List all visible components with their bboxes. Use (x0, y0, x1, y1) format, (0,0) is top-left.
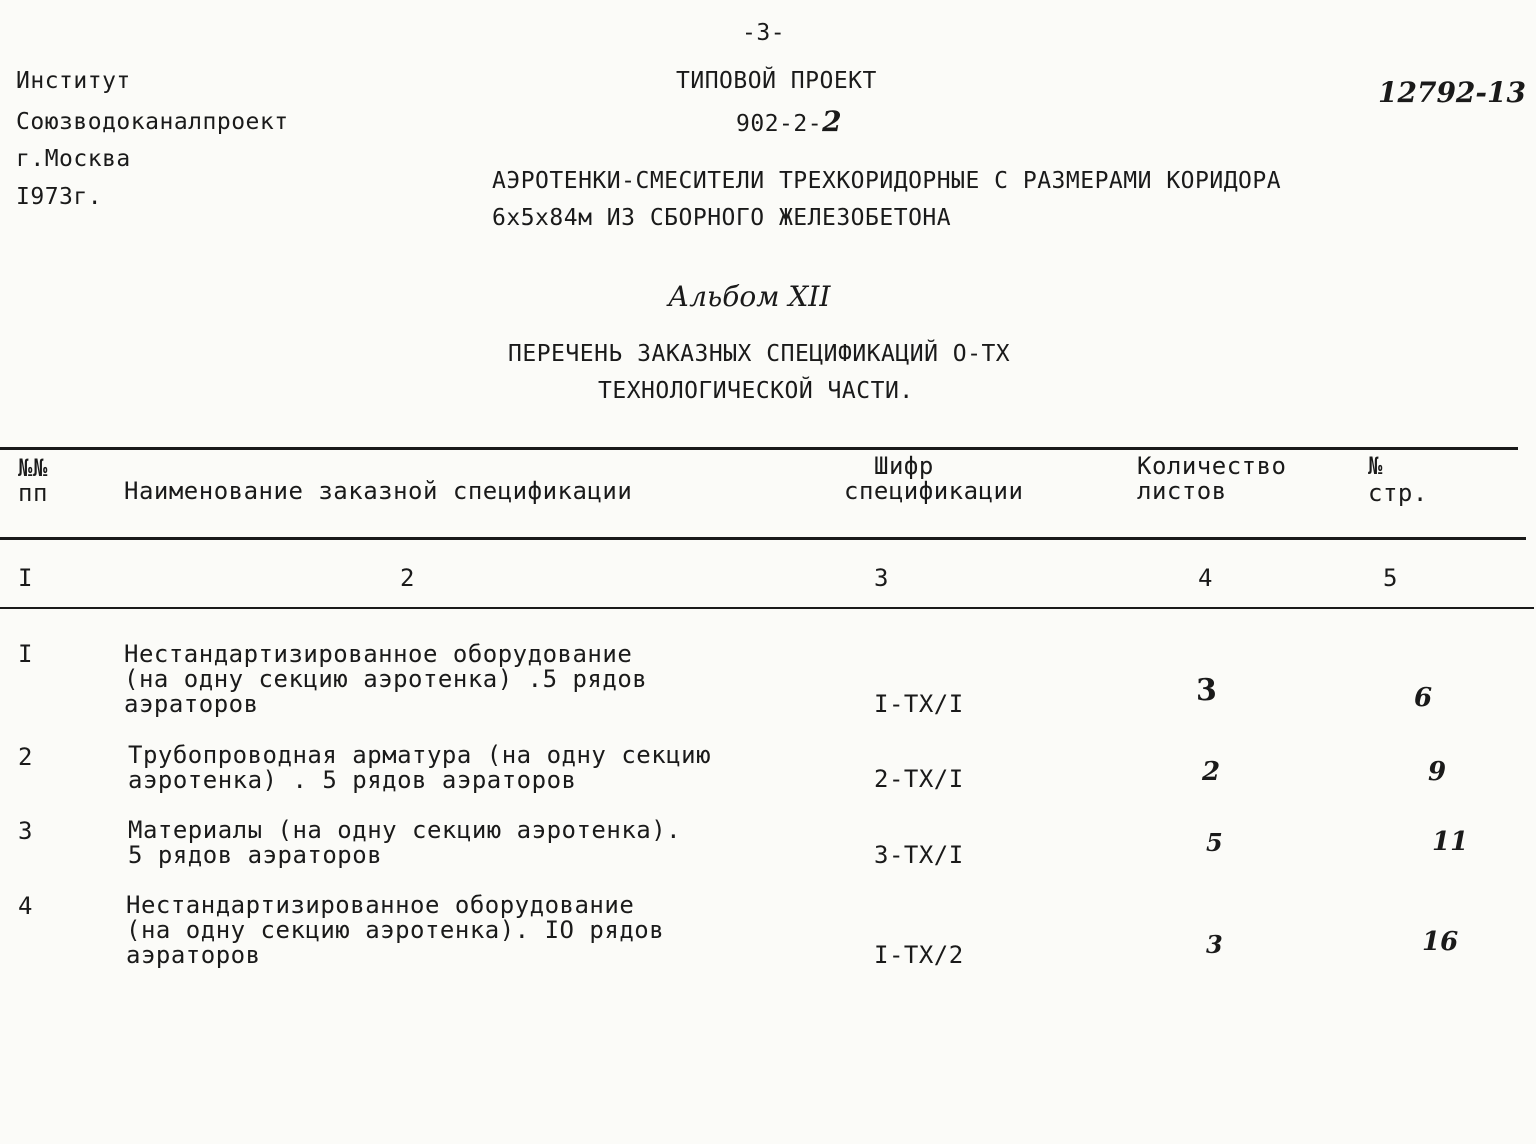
header-sheets-1: Количество (1137, 452, 1287, 480)
row-name-line: (на одну секцию аэротенка) .5 рядов (124, 665, 648, 693)
row-code: 2-ТХ/I (874, 765, 964, 793)
institute-label: Институт (16, 68, 131, 94)
project-number-correction: 2 (822, 105, 843, 138)
header-num-2: пп (18, 479, 48, 507)
album-label: Альбом XII (668, 280, 831, 313)
institute-year: I973г. (16, 184, 103, 210)
row-page: 6 (1414, 683, 1433, 713)
header-sheets-2: листов (1137, 477, 1227, 505)
row-name-line: (на одну секцию аэротенка). IO рядов (126, 916, 665, 944)
row-name-line: аэраторов (124, 690, 259, 718)
project-number-printed: 902-2- (736, 111, 823, 137)
header-num-1: №№ (18, 454, 48, 482)
column-number: 3 (874, 564, 889, 592)
row-number: I (18, 640, 33, 668)
row-page: 11 (1432, 827, 1469, 857)
page-number: -3- (742, 20, 786, 46)
header-page-1: № (1368, 452, 1383, 480)
project-number (736, 105, 842, 138)
row-sheets: 3 (1206, 930, 1223, 959)
row-name-line: Нестандартизированное оборудование (126, 891, 635, 919)
institute-name: Союзводоканалпроект (16, 109, 289, 135)
row-name-line: Нестандартизированное оборудование (124, 640, 633, 668)
row-name-line: аэротенка) . 5 рядов аэраторов (128, 766, 577, 794)
column-number: I (18, 564, 33, 592)
row-code: I-ТХ/I (874, 690, 964, 718)
project-title-line1: АЭРОТЕНКИ-СМЕСИТЕЛИ ТРЕХКОРИДОРНЫЕ С РАЗМЕРАМИ КОРИДОРА (492, 168, 1282, 194)
header-page-2: стр. (1368, 479, 1428, 507)
row-sheets: 5 (1206, 828, 1223, 857)
row-sheets: 3 (1196, 673, 1217, 708)
row-name-line: аэраторов (126, 941, 261, 969)
row-name-line: Материалы (на одну секцию аэротенка). (128, 816, 682, 844)
row-number: 3 (18, 817, 33, 845)
row-page: 16 (1422, 927, 1459, 957)
table-top-rule (0, 447, 1518, 450)
column-number: 4 (1198, 564, 1213, 592)
row-name-line: 5 рядов аэраторов (128, 841, 383, 869)
list-title-line1: ПЕРЕЧЕНЬ ЗАКАЗНЫХ СПЕЦИФИКАЦИЙ О-ТХ (508, 341, 1011, 367)
list-title-line2: ТЕХНОЛОГИЧЕСКОЙ ЧАСТИ. (598, 378, 914, 404)
column-number: 2 (400, 564, 415, 592)
header-bottom-rule (0, 537, 1526, 540)
header-name: Наименование заказной спецификации (124, 477, 633, 505)
project-title-line2: 6х5х84м ИЗ СБОРНОГО ЖЕЛЕЗОБЕТОНА (492, 205, 952, 231)
header-code-2: спецификации (844, 477, 1024, 505)
row-number: 4 (18, 892, 33, 920)
project-label: ТИПОВОЙ ПРОЕКТ (676, 68, 877, 94)
row-code: I-ТХ/2 (874, 941, 964, 969)
row-code: 3-ТХ/I (874, 841, 964, 869)
row-name-line: Трубопроводная арматура (на одну секцию (128, 741, 712, 769)
column-number: 5 (1383, 564, 1398, 592)
row-sheets: 2 (1202, 757, 1221, 787)
row-number: 2 (18, 743, 33, 771)
column-numbers-rule (0, 607, 1534, 609)
institute-city: г.Москва (16, 146, 131, 172)
doc-code: 12792-13 (1378, 76, 1526, 109)
header-code-1: Шифр (874, 452, 934, 480)
row-page: 9 (1428, 757, 1447, 787)
